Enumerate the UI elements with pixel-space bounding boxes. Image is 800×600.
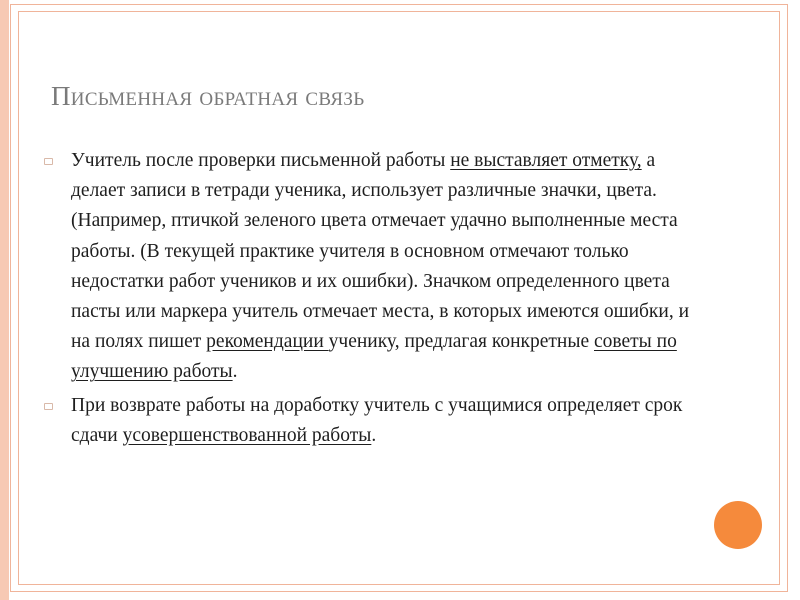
bullet-text: При возврате работы на доработку учитель с учащимися определяет срок сдачи xyxy=(71,394,683,446)
square-outline-bullet-icon xyxy=(44,403,53,410)
bullet-item xyxy=(44,146,704,388)
bullet-text: . xyxy=(371,424,377,446)
bullet-text: . xyxy=(232,361,238,383)
underlined-phrase: советы по улучшению работы xyxy=(71,331,677,383)
underlined-phrase: рекомендации xyxy=(206,331,329,353)
underlined-phrase: не выставляет отметку, xyxy=(450,150,642,171)
bullet-list xyxy=(44,146,704,454)
bullet-text: а делает записи в тетради ученика, использует различные значки, цвета. (Например, птичкой зеленого цвета отмечает удачно выполненные места работы. (В текущей практике учителя в основном отмечают только недостатки работ учеников и их ошибки). Значком определенного цвета пасты или маркера учитель отмечает места, в которых имеются ошибки, и на полях пишет xyxy=(71,150,690,353)
square-outline-bullet-icon xyxy=(44,158,53,165)
underlined-phrase: усовершенствованной работы xyxy=(122,424,372,446)
bullet-text: Учитель после проверки письменной работы xyxy=(71,150,451,171)
left-decorative-band xyxy=(0,0,9,600)
slide-title: Письменная обратная связь xyxy=(51,81,365,111)
orange-circle-decoration xyxy=(714,501,762,549)
bullet-text: ученику, предлагая конкретные xyxy=(328,331,594,353)
bullet-item xyxy=(44,391,704,451)
